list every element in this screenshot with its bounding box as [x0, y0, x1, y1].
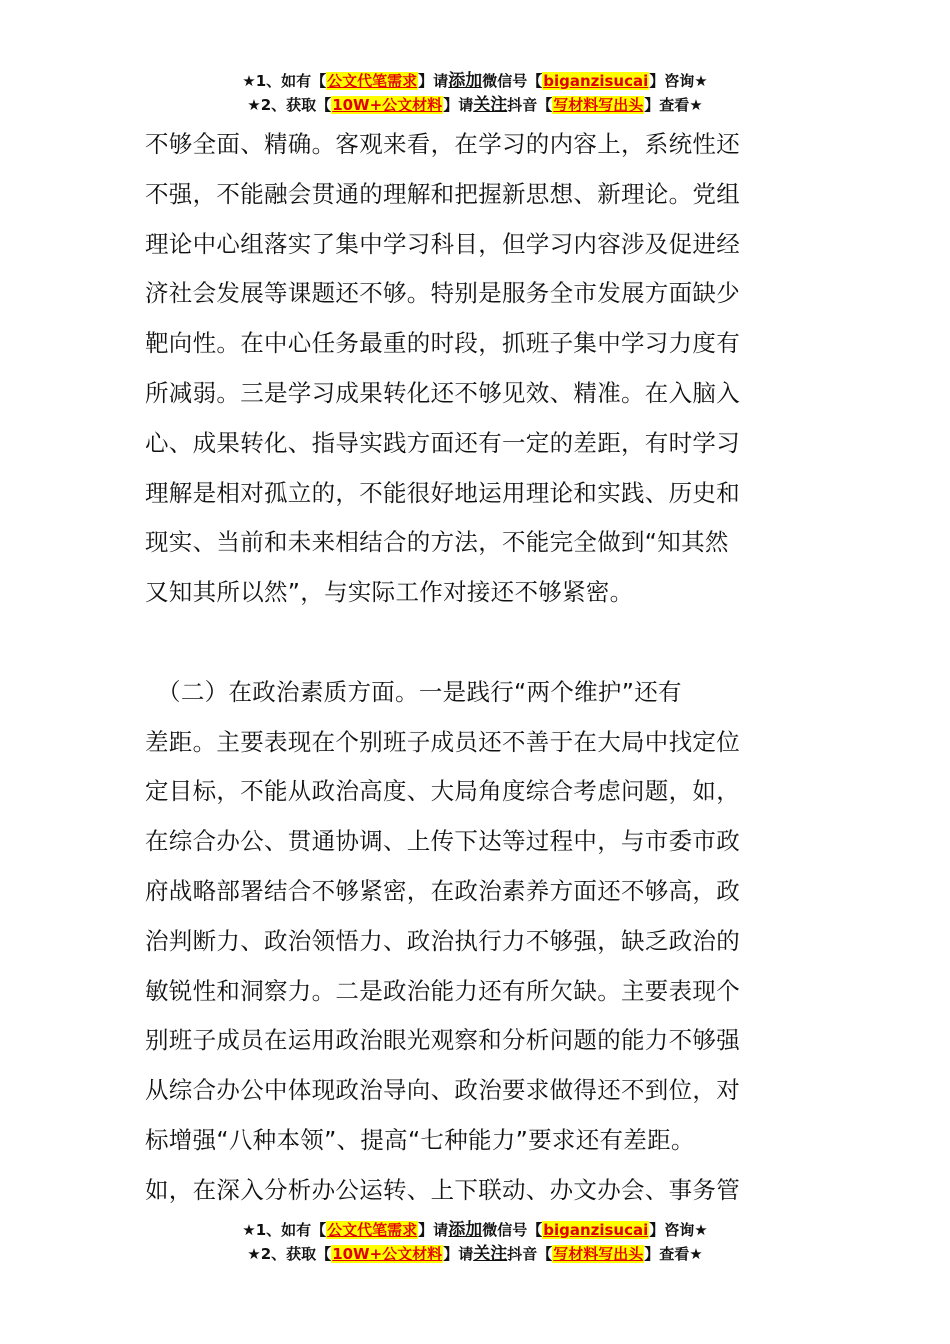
top-banner — [0, 69, 950, 117]
banner-text: 】请 — [443, 1245, 474, 1263]
banner-text: 】请 — [443, 96, 474, 114]
text-line: 定目标，不能从政治高度、大局角度综合考虑问题，如， — [145, 777, 740, 806]
underlined-text: 添加 — [448, 1220, 483, 1240]
text-line: 如，在深入分析办公运转、上下联动、办文办会、事务管 — [145, 1175, 740, 1204]
banner-text: 】请 — [418, 72, 449, 90]
douyin-account: 写材料写出头 — [553, 1245, 644, 1263]
document-body — [145, 120, 825, 1216]
banner-text: 微信号【 — [482, 72, 543, 90]
underlined-text: 关注 — [473, 1244, 508, 1264]
banner-line-2 — [0, 1242, 950, 1266]
text-line: 理论中心组落实了集中学习科目，但学习内容涉及促进经 — [145, 229, 740, 258]
text-line: 理解是相对孤立的，不能很好地运用理论和实践、历史和 — [145, 478, 740, 507]
text-line: 靶向性。在中心任务最重的时段，抓班子集中学习力度有 — [145, 329, 740, 358]
wechat-id: biganzisucai — [543, 72, 649, 90]
banner-text: ★1、如有【 — [242, 72, 327, 90]
text-line: 所减弱。三是学习成果转化还不够见效、精准。在入脑入 — [145, 378, 740, 407]
banner-line-2 — [0, 93, 950, 117]
banner-text: 抖音【 — [507, 1245, 553, 1263]
paragraph-gap — [145, 618, 825, 668]
text-line: （二）在政治素质方面。一是践行“两个维护”还有 — [145, 677, 682, 706]
text-line: 治判断力、政治领悟力、政治执行力不够强，缺乏政治的 — [145, 926, 740, 955]
banner-text: 】咨询★ — [649, 1221, 708, 1239]
text-line: 不够全面、精确。客观来看，在学习的内容上，系统性还 — [145, 130, 740, 158]
text-line: 府战略部署结合不够紧密，在政治素养方面还不够高，政 — [145, 876, 740, 905]
banner-line-1 — [0, 1218, 950, 1242]
highlight-text: 公文代笔需求 — [327, 72, 418, 90]
banner-line-1 — [0, 69, 950, 93]
text-line: 敏锐性和洞察力。二是政治能力还有所欠缺。主要表现个 — [145, 976, 740, 1005]
wechat-id: biganzisucai — [543, 1221, 649, 1239]
banner-text: ★2、获取【 — [247, 96, 332, 114]
banner-text: 】咨询★ — [649, 72, 708, 90]
bottom-banner — [0, 1218, 950, 1266]
banner-text: 】查看★ — [644, 96, 703, 114]
banner-text: ★2、获取【 — [247, 1245, 332, 1263]
text-line: 现实、当前和未来相结合的方法，不能完全做到“知其然 — [145, 528, 729, 557]
text-line: 从综合办公中体现政治导向、政治要求做得还不到位，对 — [145, 1076, 740, 1105]
banner-text: 抖音【 — [507, 96, 553, 114]
underlined-text: 关注 — [473, 95, 508, 115]
highlight-text: 公文代笔需求 — [327, 1221, 418, 1239]
text-line: 在综合办公、贯通协调、上传下达等过程中，与市委市政 — [145, 827, 740, 856]
underlined-text: 添加 — [448, 71, 483, 91]
banner-text: 微信号【 — [482, 1221, 543, 1239]
banner-text: 】请 — [418, 1221, 449, 1239]
text-line: 又知其所以然”，与实际工作对接还不够紧密。 — [145, 578, 634, 607]
highlight-text: 10W+公文材料 — [332, 1245, 443, 1263]
text-line: 差距。主要表现在个别班子成员还不善于在大局中找定位 — [145, 727, 740, 756]
text-line: 济社会发展等课题还不够。特别是服务全市发展方面缺少 — [145, 279, 740, 308]
banner-text: 】查看★ — [644, 1245, 703, 1263]
douyin-account: 写材料写出头 — [553, 96, 644, 114]
highlight-text: 10W+公文材料 — [332, 96, 443, 114]
text-line: 心、成果转化、指导实践方面还有一定的差距，有时学习 — [145, 428, 740, 457]
text-line: 别班子成员在运用政治眼光观察和分析问题的能力不够强 — [145, 1026, 740, 1055]
banner-text: ★1、如有【 — [242, 1221, 327, 1239]
text-line: 标增强“八种本领”、提高“七种能力”要求还有差距。 — [145, 1125, 695, 1154]
text-line: 不强，不能融会贯通的理解和把握新思想、新理论。党组 — [145, 179, 740, 208]
